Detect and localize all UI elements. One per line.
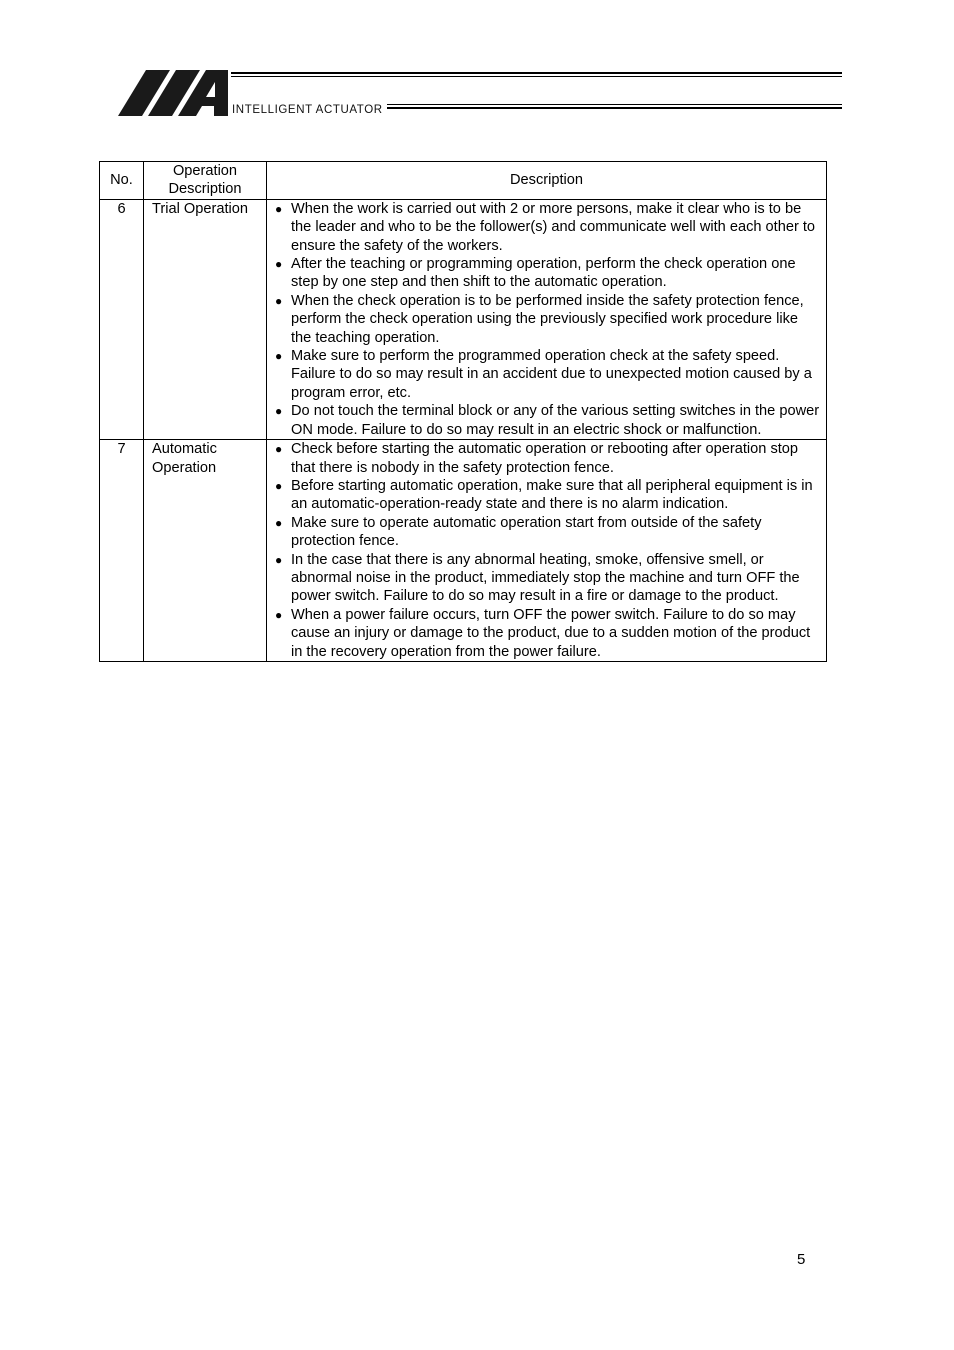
bullet-icon: ● bbox=[275, 515, 283, 530]
list-item bbox=[275, 402, 820, 439]
bullet-text: Make sure to perform the programmed operation check at the safety speed. Failure to do so may result in an accident due to unexpected motion caused by a program error, etc. bbox=[291, 348, 812, 401]
bullet-text: In the case that there is any abnormal heating, smoke, offensive smell, or abnormal noise in the product, immediately stop the machine and turn OFF the power switch. Failure to do so may result in a fire or damage to the product. bbox=[291, 551, 800, 605]
bullet-icon: ● bbox=[275, 349, 283, 364]
page-number: 5 bbox=[797, 1251, 806, 1268]
iai-logo bbox=[118, 70, 228, 116]
row-number: 6 bbox=[100, 199, 144, 439]
list-item bbox=[275, 551, 820, 606]
header-description: Description bbox=[267, 162, 827, 200]
description-cell bbox=[267, 440, 827, 662]
bullet-text: Do not touch the terminal block or any of the various setting switches in the power ON mode. Failure to do so may result in an electric shock or malfunction. bbox=[291, 403, 820, 438]
bullet-icon: ● bbox=[275, 607, 283, 622]
bullet-text: After the teaching or programming operation, perform the check operation one step by one step and then shift to the automatic operation. bbox=[291, 256, 796, 291]
header-rule-top-thin bbox=[231, 76, 842, 77]
header-rule-top-thick bbox=[231, 72, 842, 74]
list-item bbox=[275, 514, 820, 551]
list-item bbox=[275, 347, 820, 402]
list-item bbox=[275, 477, 820, 514]
table-header-row bbox=[100, 162, 827, 200]
safety-table bbox=[99, 161, 827, 662]
bullet-text: Before starting automatic operation, make sure that all peripheral equipment is in an automatic-operation-ready state and there is no alarm indication. bbox=[291, 477, 813, 513]
bullet-icon: ● bbox=[275, 442, 283, 457]
list-item bbox=[275, 606, 820, 661]
bullet-icon: ● bbox=[275, 552, 283, 567]
brand-text: INTELLIGENT ACTUATOR bbox=[232, 104, 383, 116]
bullet-icon: ● bbox=[275, 404, 283, 419]
list-item bbox=[275, 255, 820, 292]
operation-name: Automatic Operation bbox=[144, 440, 267, 662]
header-operation: Operation Description bbox=[144, 162, 267, 200]
list-item bbox=[275, 440, 820, 477]
bullet-icon: ● bbox=[275, 201, 283, 216]
header-no: No. bbox=[100, 162, 144, 200]
row-number: 7 bbox=[100, 440, 144, 662]
table-row bbox=[100, 440, 827, 662]
page-header bbox=[0, 0, 954, 130]
bullet-icon: ● bbox=[275, 478, 283, 493]
operation-name: Trial Operation bbox=[144, 199, 267, 439]
bullet-list bbox=[275, 200, 820, 439]
bullet-text: When a power failure occurs, turn OFF the power switch. Failure to do so may cause an injury or damage to the product, due to a sudden motion of the product in the recovery operation from the power failure. bbox=[291, 606, 811, 660]
bullet-text: When the work is carried out with 2 or more persons, make it clear who is to be the leader and who to be the follower(s) and communicate well with each other to ensure the safety of the workers. bbox=[291, 200, 816, 254]
bullet-icon: ● bbox=[275, 257, 283, 272]
list-item bbox=[275, 292, 820, 347]
description-cell bbox=[267, 199, 827, 439]
bullet-text: When the check operation is to be performed inside the safety protection fence, perform the check operation using the previously specified work procedure like the teaching operation. bbox=[291, 292, 804, 346]
bullet-text: Make sure to operate automatic operation start from outside of the safety protection fence. bbox=[291, 514, 762, 550]
header-rule-bottom-thick bbox=[387, 107, 842, 109]
bullet-list bbox=[275, 440, 820, 661]
bullet-text: Check before starting the automatic operation or rebooting after operation stop that there is nobody in the safety protection fence. bbox=[291, 441, 799, 476]
list-item bbox=[275, 200, 820, 255]
table-row bbox=[100, 199, 827, 439]
bullet-icon: ● bbox=[275, 293, 283, 308]
header-rule-bottom-thin bbox=[387, 104, 842, 105]
